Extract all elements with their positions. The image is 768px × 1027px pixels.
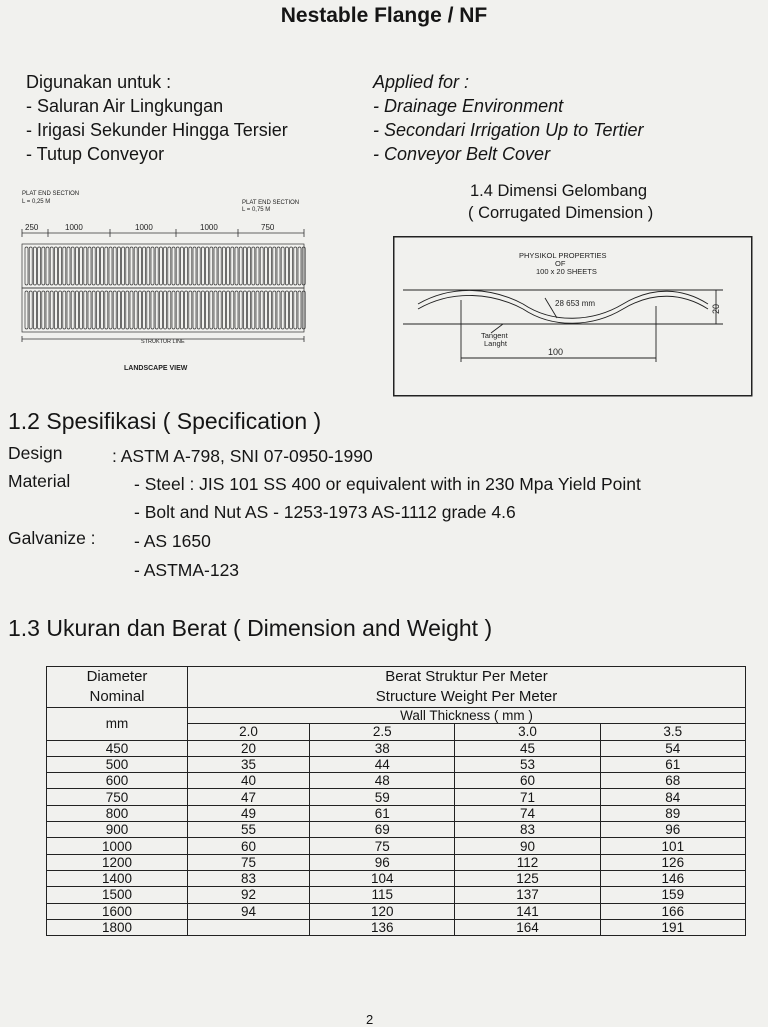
weight-cell: 60 xyxy=(455,773,600,789)
weight-cell: 89 xyxy=(600,805,745,821)
plat-end-left-label: PLAT END SECTION xyxy=(22,191,80,197)
weight-cell: 136 xyxy=(310,919,455,935)
material-label: Material xyxy=(8,471,71,491)
corrugated-dimension-title-id: 1.4 Dimensi Gelombang xyxy=(470,182,648,200)
tangent-label: Tangent xyxy=(481,331,508,340)
dim-label: 1000 xyxy=(65,223,83,232)
diameter-cell: 450 xyxy=(47,740,188,756)
plat-end-left-length: L = 0,25 M xyxy=(22,199,51,205)
uses-id-heading: Digunakan untuk : xyxy=(26,72,172,92)
dimension-weight-table xyxy=(46,666,746,966)
diameter-cell: 500 xyxy=(47,756,188,772)
weight-cell: 60 xyxy=(188,838,310,854)
weight-cell: 45 xyxy=(455,740,600,756)
thickness-header: 2.5 xyxy=(310,724,455,740)
weight-cell: 146 xyxy=(600,870,745,886)
weight-cell: 71 xyxy=(455,789,600,805)
uses-id-item: - Irigasi Sekunder Hingga Tersier xyxy=(26,120,288,140)
diameter-cell: 1800 xyxy=(47,919,188,935)
weight-header-en: Structure Weight Per Meter xyxy=(375,688,558,705)
table-row xyxy=(47,887,746,903)
uses-en-item: - Conveyor Belt Cover xyxy=(373,144,551,164)
physical-properties-label: PHYSIKOL PROPERTIES xyxy=(519,251,607,260)
weight-cell xyxy=(188,919,310,935)
weight-cell: 141 xyxy=(455,903,600,919)
weight-cell: 59 xyxy=(310,789,455,805)
radius-label: 28 653 mm xyxy=(555,299,596,308)
corrugated-dimension-title-en: ( Corrugated Dimension ) xyxy=(468,204,654,222)
thickness-header: 3.0 xyxy=(455,724,600,740)
diameter-cell: 750 xyxy=(47,789,188,805)
weight-cell: 84 xyxy=(600,789,745,805)
table-row xyxy=(47,854,746,870)
weight-cell: 61 xyxy=(600,756,745,772)
weight-cell: 83 xyxy=(455,822,600,838)
pitch-label: 100 xyxy=(548,347,564,357)
uses-en-item: - Secondari Irrigation Up to Tertier xyxy=(373,120,644,140)
table-row xyxy=(47,789,746,805)
unit-cell: mm xyxy=(47,708,188,741)
tangent-label-2: Langht xyxy=(484,339,507,348)
weight-cell: 35 xyxy=(188,756,310,772)
diameter-cell: 1400 xyxy=(47,870,188,886)
weight-cell: 48 xyxy=(310,773,455,789)
design-label: Design xyxy=(8,443,63,463)
physical-properties-of: OF xyxy=(555,259,566,268)
galvanize-label: Galvanize : xyxy=(8,528,96,548)
struktur-line-label: STRUKTUR LINE xyxy=(141,339,185,345)
weight-cell: 90 xyxy=(455,838,600,854)
plat-end-right-length: L = 0,75 M xyxy=(242,207,271,213)
uses-indonesian xyxy=(26,70,288,166)
galvanize-value: - ASTMA-123 xyxy=(134,560,240,580)
weight-cell: 164 xyxy=(455,919,600,935)
table-row xyxy=(47,822,746,838)
diameter-header xyxy=(47,667,188,708)
sheet-size-label: 100 x 20 SHEETS xyxy=(536,267,597,276)
weight-cell: 40 xyxy=(188,773,310,789)
weight-cell: 69 xyxy=(310,822,455,838)
weight-cell: 191 xyxy=(600,919,745,935)
table-row xyxy=(47,756,746,772)
plat-end-right-label: PLAT END SECTION xyxy=(242,200,300,206)
weight-cell: 120 xyxy=(310,903,455,919)
weight-cell: 94 xyxy=(188,903,310,919)
weight-cell: 166 xyxy=(600,903,745,919)
weight-cell: 44 xyxy=(310,756,455,772)
page-title: Nestable Flange / NF xyxy=(280,4,488,27)
height-label: 20 xyxy=(711,303,721,314)
nominal-header-line: Nominal xyxy=(89,688,145,705)
diameter-header-line: Diameter xyxy=(86,668,148,685)
weight-cell: 55 xyxy=(188,822,310,838)
corrugated-profile-drawing xyxy=(393,236,753,397)
material-value: - Steel : JIS 101 SS 400 or equivalent with in 230 Mpa Yield Point xyxy=(134,474,641,494)
uses-en-heading: Applied for : xyxy=(373,72,470,92)
diameter-cell: 1500 xyxy=(47,887,188,903)
weight-cell: 74 xyxy=(455,805,600,821)
weight-cell: 20 xyxy=(188,740,310,756)
weight-cell: 101 xyxy=(600,838,745,854)
diameter-cell: 900 xyxy=(47,822,188,838)
design-value: : ASTM A-798, SNI 07-0950-1990 xyxy=(112,446,373,466)
weight-cell: 54 xyxy=(600,740,745,756)
uses-english xyxy=(373,70,643,166)
dimension-weight-heading: 1.3 Ukuran dan Berat ( Dimension and Weight ) xyxy=(8,615,493,641)
weight-cell: 96 xyxy=(600,822,745,838)
weight-cell: 47 xyxy=(188,789,310,805)
weight-cell: 75 xyxy=(310,838,455,854)
dim-label: 750 xyxy=(261,223,275,232)
dim-label: 250 xyxy=(25,223,39,232)
diameter-cell: 1000 xyxy=(47,838,188,854)
weight-cell: 159 xyxy=(600,887,745,903)
uses-id-item: - Tutup Conveyor xyxy=(26,144,165,164)
uses-en-item: - Drainage Environment xyxy=(373,96,564,116)
table-row xyxy=(47,740,746,756)
diameter-cell: 600 xyxy=(47,773,188,789)
galvanize-value: - AS 1650 xyxy=(134,531,211,551)
thickness-header: 2.0 xyxy=(188,724,310,740)
weight-header xyxy=(188,667,746,708)
table-row xyxy=(47,773,746,789)
weight-cell: 112 xyxy=(455,854,600,870)
diameter-cell: 800 xyxy=(47,805,188,821)
specification-heading: 1.2 Spesifikasi ( Specification ) xyxy=(8,408,322,434)
table-row xyxy=(47,838,746,854)
weight-cell: 49 xyxy=(188,805,310,821)
table-row xyxy=(47,903,746,919)
diameter-cell: 1600 xyxy=(47,903,188,919)
table-row xyxy=(47,919,746,935)
weight-cell: 53 xyxy=(455,756,600,772)
wall-thickness-header: Wall Thickness ( mm ) xyxy=(188,708,746,724)
table-row xyxy=(47,805,746,821)
weight-cell: 75 xyxy=(188,854,310,870)
uses-id-item: - Saluran Air Lingkungan xyxy=(26,96,224,116)
weight-header-id: Berat Struktur Per Meter xyxy=(385,668,548,685)
weight-cell: 61 xyxy=(310,805,455,821)
weight-cell: 83 xyxy=(188,870,310,886)
landscape-view-caption: LANDSCAPE VIEW xyxy=(124,365,188,372)
weight-cell: 96 xyxy=(310,854,455,870)
dim-label: 1000 xyxy=(135,223,153,232)
dim-label: 1000 xyxy=(200,223,218,232)
diameter-cell: 1200 xyxy=(47,854,188,870)
weight-cell: 126 xyxy=(600,854,745,870)
thickness-header: 3.5 xyxy=(600,724,745,740)
landscape-view-drawing xyxy=(18,186,318,378)
weight-cell: 92 xyxy=(188,887,310,903)
weight-cell: 115 xyxy=(310,887,455,903)
weight-cell: 68 xyxy=(600,773,745,789)
table-row xyxy=(47,870,746,886)
weight-cell: 38 xyxy=(310,740,455,756)
material-value: - Bolt and Nut AS - 1253-1973 AS-1112 grade 4.6 xyxy=(134,502,516,522)
page-number: 2 xyxy=(366,1012,374,1027)
weight-cell: 137 xyxy=(455,887,600,903)
weight-cell: 125 xyxy=(455,870,600,886)
weight-cell: 104 xyxy=(310,870,455,886)
